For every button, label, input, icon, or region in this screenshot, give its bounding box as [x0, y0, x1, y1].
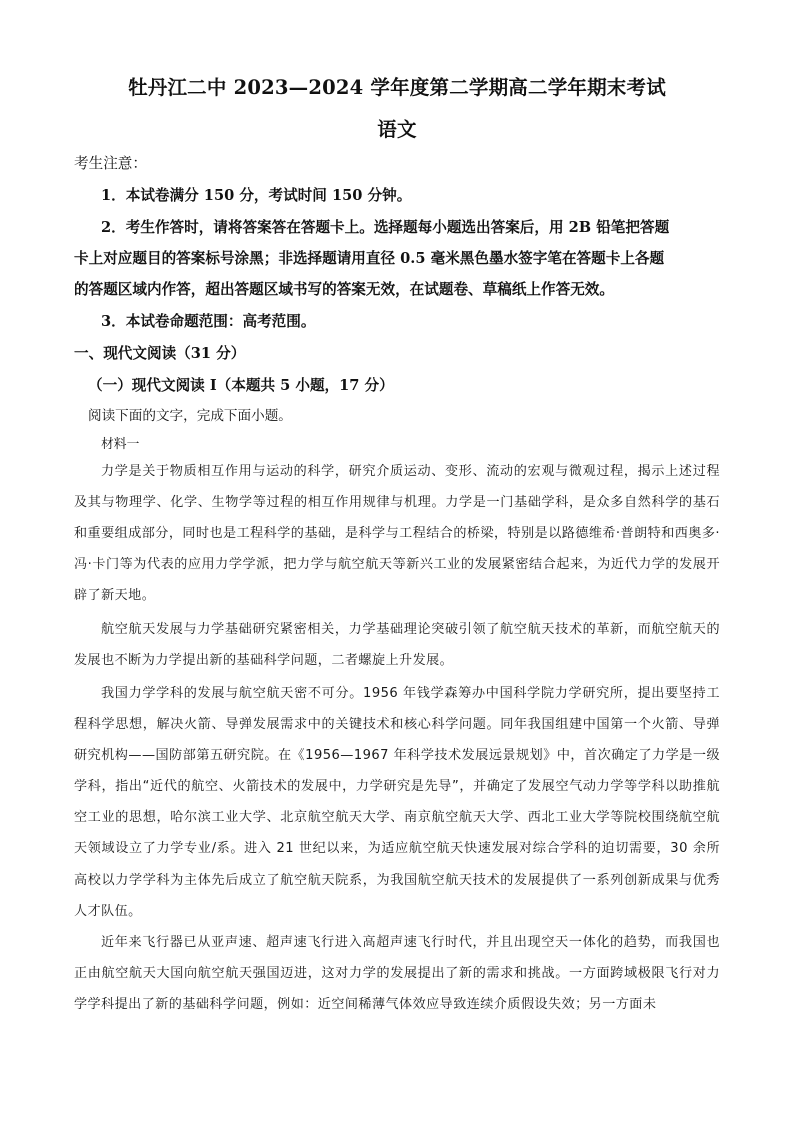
- notice-heading: 考生注意：: [74, 155, 147, 172]
- exam-title: 牡丹江二中 2023—2024 学年度第二学期高二学年期末考试: [128, 76, 666, 99]
- notice-item-2: 2．考生作答时，请将答案答在答题卡上。选择题每小题选出答案后，用 2B 铅笔把答题: [101, 219, 670, 236]
- material-label: 材料一: [101, 437, 140, 452]
- section-subtitle: （一）现代文阅读 I（本题共 5 小题，17 分）: [88, 377, 394, 394]
- subject-title: 语文: [377, 118, 417, 141]
- reading-instruction: 阅读下面的文字，完成下面小题。: [88, 408, 292, 424]
- material-paragraph-2: 航空航天发展与力学基础研究紧密相关，力学基础理论突破引领了航空航天技术的革新，而航空航天的发展也不断为力学提出新的基础科学问题，二者螺旋上升发展。: [74, 622, 720, 669]
- notice-item-2-cont: 卡上对应题目的答案标号涂黑；非选择题请用直径 0.5 毫米黑色墨水签字笔在答题卡上各题: [74, 250, 665, 267]
- notice-item-1: 1．本试卷满分 150 分，考试时间 150 分钟。: [101, 187, 412, 204]
- material-paragraph-1: 力学是关于物质相互作用与运动的科学，研究介质运动、变形、流动的宏观与微观过程，揭示上述过程及其与物理学、化学、生物学等过程的相互作用规律与机理。力学是一门基础学科，是众多自然科学的基石和重要组成部分，同时也是工程科学的基础，是科学与工程结合的桥梁，特别是以路德维希·普朗特和西奥多·冯·卡门等为代表的应用力学学派，把力学与航空航天等新兴工业的发展紧密结合起来，为近代力学的发展开辟了新天地。: [74, 464, 720, 604]
- material-paragraph-4: 近年来飞行器已从亚声速、超声速飞行进入高超声速飞行时代，并且出现空天一体化的趋势，而我国也正由航空航天大国向航空航天强国迈进，这对力学的发展提出了新的需求和挑战。一方面跨域极限飞行对力学学科提出了新的基础科学问题，例如：近空间稀薄气体效应导致连续介质假设失效；另一方面未: [74, 935, 720, 1013]
- material-paragraph-3: 我国力学学科的发展与航空航天密不可分。1956 年钱学森筹办中国科学院力学研究所，提出要坚持工程科学思想，解决火箭、导弹发展需求中的关键技术和核心科学问题。同年我国组建中国第一个火箭、导弹研究机构——国防部第五研究院。在《1956—1967 年科学技术发展远景规划》中，首次确定了力学是一级学科，指出“近代的航空、火箭技术的发展中，力学研究是先导”，并确定了发展空气动力学等学科以助推航空工业的思想，哈尔滨工业大学、北京航空航天大学、南京航空航天大学、西北工业大学等院校围绕航空航天领域设立了力学专业/系。进入 21 世纪以来，为适应航空航天快速发展对综合学科的迫切需要，30 余所高校以力学学科为主体先后成立了航空航天院系，为我国航空航天技术的发展提供了一系列创新成果与优秀人才队伍。: [74, 686, 720, 919]
- notice-item-2-end: 的答题区域内作答，超出答题区域书写的答案无效，在试题卷、草稿纸上作答无效。: [74, 281, 614, 298]
- section-title: 一、现代文阅读（31 分）: [74, 345, 246, 362]
- notice-item-3: 3．本试卷命题范围：高考范围。: [101, 313, 316, 330]
